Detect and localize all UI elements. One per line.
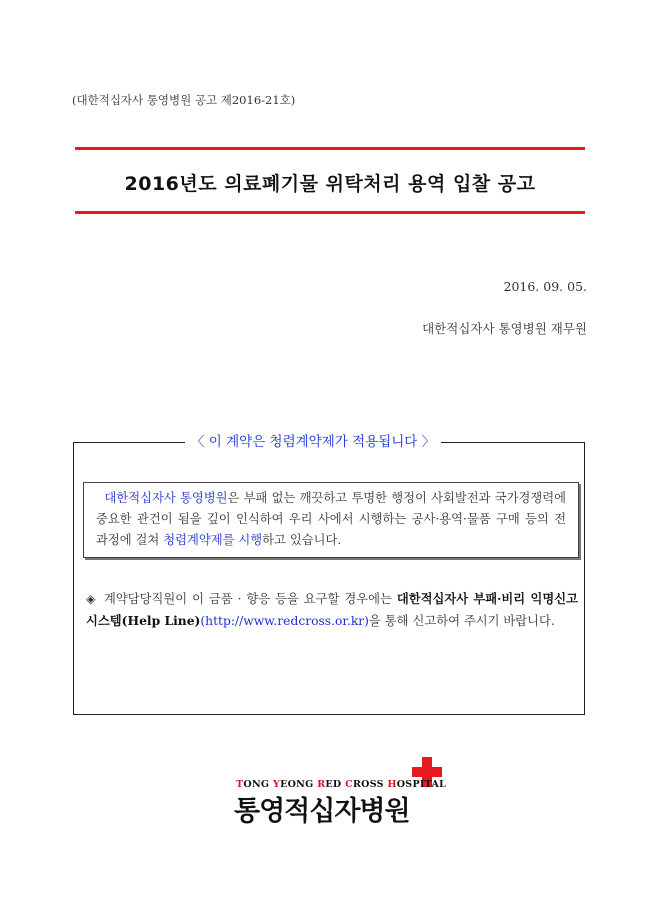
integrity-highlight: 청렴계약제를 시행 bbox=[163, 533, 263, 547]
integrity-statement-end: 하고 있습니다. bbox=[262, 533, 342, 547]
logo-word-rest: OSPITAL bbox=[396, 779, 447, 790]
logo-word-rest: ROSS bbox=[352, 779, 388, 790]
integrity-statement-box bbox=[83, 482, 579, 558]
report-instruction bbox=[86, 588, 578, 632]
logo-initial: H bbox=[387, 779, 397, 790]
notice-number: (대한적십자사 통영병원 공고 제2016-21호) bbox=[72, 93, 296, 107]
integrity-notice-caption: 〈 이 계약은 청렴계약제가 적용됩니다 〉 bbox=[185, 430, 441, 450]
notice-date: 2016. 09. 05. bbox=[503, 279, 587, 294]
report-url-link[interactable]: (http://www.redcross.or.kr) bbox=[200, 614, 369, 628]
page-title: 2016년도 의료폐기물 위탁처리 용역 입찰 공고 bbox=[124, 173, 536, 195]
logo-word-rest: ED bbox=[325, 779, 346, 790]
logo-word-rest: ONG bbox=[243, 779, 273, 790]
logo-initial: T bbox=[236, 779, 244, 790]
report-system-name: 대한적십자사 부패·비리 익명신고시스템(Help Line) bbox=[86, 591, 578, 628]
report-text-end: 을 통해 신고하여 주시기 바랍니다. bbox=[368, 614, 555, 628]
logo-initial: C bbox=[345, 779, 353, 790]
logo-initial: R bbox=[317, 779, 326, 790]
report-text: 계약담당직원이 이 금품 · 향응 등을 요구할 경우에는 bbox=[104, 592, 397, 606]
diamond-bullet-icon: ◈ bbox=[86, 592, 96, 606]
issuing-department: 대한적십자사 통영병원 재무원 bbox=[422, 321, 587, 336]
logo-initial: Y bbox=[272, 779, 281, 790]
title-bottom-rule bbox=[75, 211, 585, 214]
title-top-rule bbox=[75, 147, 585, 150]
hospital-name: 대한적십자사 통영병원 bbox=[104, 491, 228, 505]
integrity-statement-text: 은 부패 없는 깨끗하고 투명한 행정이 사회발전과 국가경쟁력에 중요한 관건이 됨을 깊이 인식하여 우리 사에서 시행하는 공사·용역·물품 구매 등의 전 과정에 걸쳐 bbox=[96, 491, 566, 547]
logo-korean-name: 통영적십자병원 bbox=[234, 796, 410, 827]
hospital-logo bbox=[232, 757, 447, 827]
logo-word-rest: EONG bbox=[280, 779, 318, 790]
